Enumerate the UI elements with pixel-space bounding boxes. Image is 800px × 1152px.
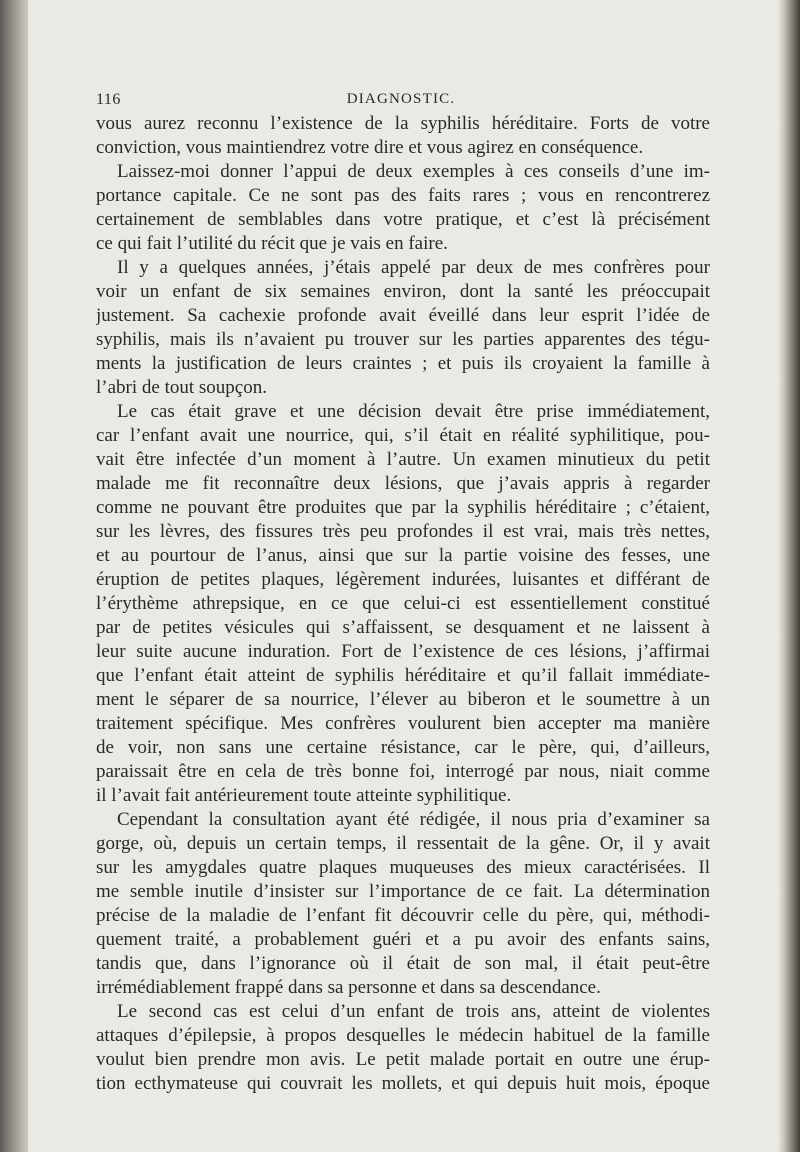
text-line: portance capitale. Ce ne sont pas des faits rares ; vous en rencontrerez [96,185,710,206]
text-line: leur suite aucune induration. Fort de l’existence de ces lésions, j’affirmai [96,641,710,662]
text-line: Il y a quelques années, j’étais appelé par deux de mes confrères pour [117,257,710,278]
text-line: justement. Sa cachexie profonde avait éveillé dans leur esprit l’idée de [96,305,710,326]
text-line: l’abri de tout soupçon. [96,377,267,398]
text-line: vait être infectée d’un moment à l’autre. Un examen minutieux du petit [96,449,710,470]
text-line: sur les lèvres, des fissures très peu profondes il est vrai, mais très nettes, [96,521,710,542]
text-line: ce qui fait l’utilité du récit que je vais en faire. [96,233,448,254]
text-line: et au pourtour de l’anus, ainsi que sur la partie voisine des fesses, une [96,545,710,566]
text-line: malade me fit reconnaître deux lésions, que j’avais appris à regarder [96,473,710,494]
text-line: comme ne pouvant être produites que par la syphilis héréditaire ; c’étaient, [96,497,710,518]
text-line: conviction, vous maintiendrez votre dire et vous agirez en conséquence. [96,137,644,158]
text-line: me semble inutile d’insister sur l’importance de ce fait. La détermination [96,881,710,902]
text-line: syphilis, mais ils n’avaient pu trouver sur les parties apparentes des tégu- [96,329,710,350]
text-line: Laissez-moi donner l’appui de deux exemples à ces conseils d’une im- [117,161,710,182]
text-line: il l’avait fait antérieurement toute atteinte syphilitique. [96,785,512,806]
text-line: par de petites vésicules qui s’affaissent, se desquament et ne laissent à [96,617,710,638]
text-line: Le second cas est celui d’un enfant de trois ans, atteint de violentes [117,1001,710,1022]
text-line: ments la justification de leurs craintes ; et puis ils croyaient la famille à [96,353,710,374]
text-line: voulut bien prendre mon avis. Le petit malade portait en outre une érup- [96,1049,710,1070]
text-line: quement traité, a probablement guéri et a pu avoir des enfants sains, [96,929,710,950]
text-line: que l’enfant était atteint de syphilis héréditaire et qu’il fallait immédiate- [96,665,710,686]
text-line: Cependant la consultation ayant été rédigée, il nous pria d’examiner sa [117,809,710,830]
text-line: tion ecthymateuse qui couvrait les mollets, et qui depuis huit mois, époque [96,1073,710,1094]
page-header [96,91,706,111]
page-edge-shadow [778,0,800,1152]
text-line: Le cas était grave et une décision devait être prise immédiatement, [117,401,710,422]
text-line: précise de la maladie de l’enfant fit découvrir celle du père, qui, méthodi- [96,905,710,926]
text-line: traitement spécifique. Mes confrères voulurent bien accepter ma manière [96,713,710,734]
text-line: sur les amygdales quatre plaques muqueuses des mieux caractérisées. Il [96,857,710,878]
text-line: ment le séparer de sa nourrice, l’élever au biberon et le soumettre à un [96,689,710,710]
text-line: voir un enfant de six semaines environ, dont la santé les préoccupait [96,281,710,302]
text-line: de voir, non sans une certaine résistance, car le père, qui, d’ailleurs, [96,737,710,758]
text-line: l’érythème athrepsique, en ce que celui-ci est essentiellement constitué [96,593,710,614]
text-line: attaques d’épilepsie, à propos desquelles le médecin habituel de la famille [96,1025,710,1046]
running-title: DIAGNOSTIC. [346,91,456,107]
text-line: irrémédiablement frappé dans sa personne et dans sa descendance. [96,977,601,998]
body-text [96,112,710,1112]
text-line: tandis que, dans l’ignorance où il était de son mal, il était peut-être [96,953,710,974]
text-line: certainement de semblables dans votre pratique, et c’est là précisément [96,209,710,230]
text-line: paraissait être en cela de très bonne foi, interrogé par nous, niait comme [96,761,710,782]
text-line: éruption de petites plaques, légèrement indurées, luisantes et différant de [96,569,710,590]
text-line: gorge, où, depuis un certain temps, il ressentait de la gêne. Or, il y avait [96,833,710,854]
page-number: 116 [96,91,121,108]
text-line: vous aurez reconnu l’existence de la syphilis héréditaire. Forts de votre [96,113,710,134]
text-line: car l’enfant avait une nourrice, qui, s’il était en réalité syphilitique, pou- [96,425,710,446]
